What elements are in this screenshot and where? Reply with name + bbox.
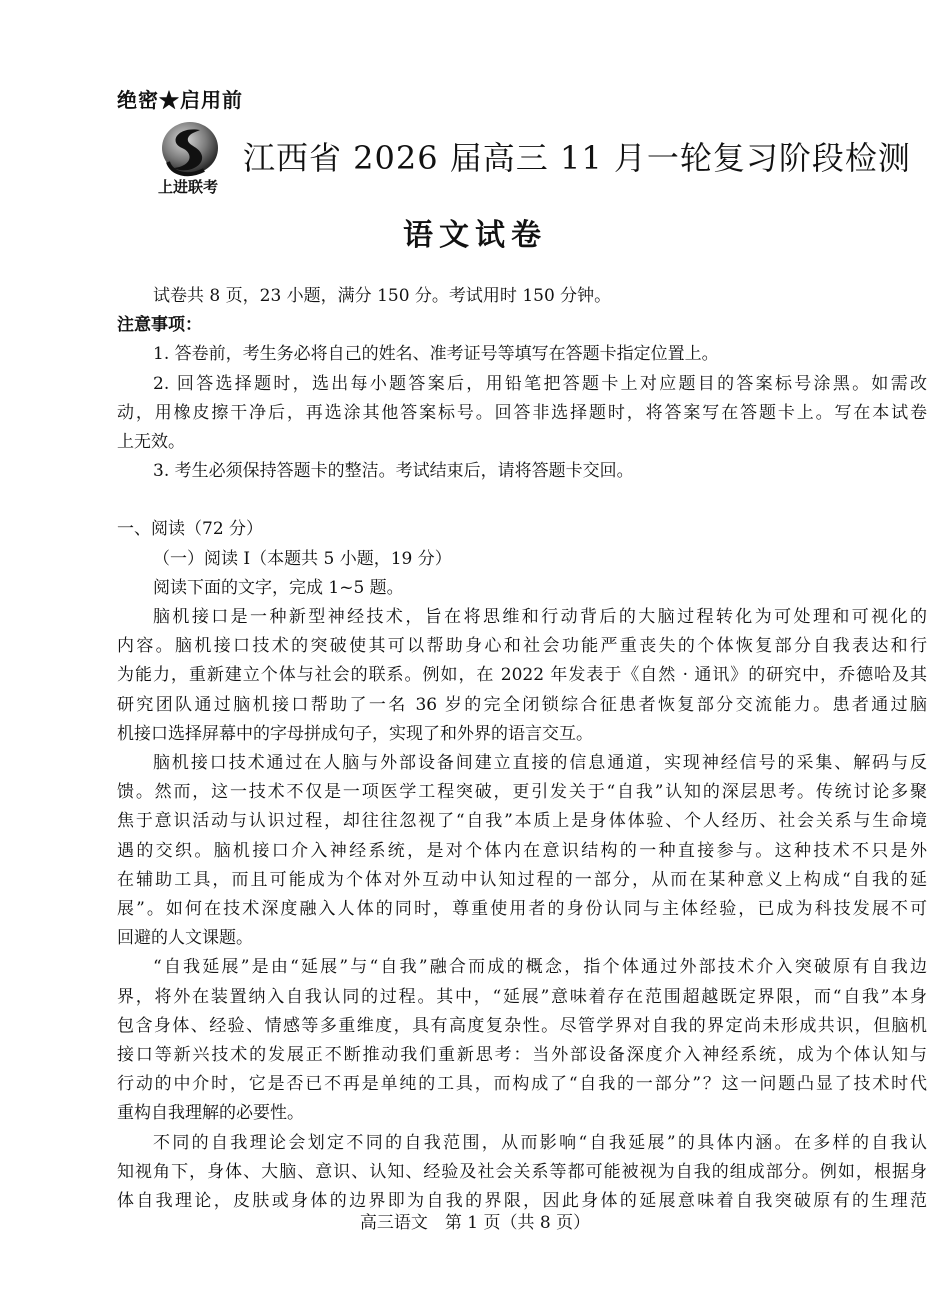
exam-body [117,282,927,1216]
passage-line: 为能力，重新建立个体与社会的联系。例如，在 2022 年发表于《自然 · 通讯》的研究中，乔德哈及其 [117,665,927,686]
passage-line: 知视角下，身体、大脑、意识、认知、经验及社会关系等都可能被视为自我的组成部分。例如，根据身 [117,1161,927,1182]
note-line: 1. 答卷前，考生务必将自己的姓名、准考证号等填写在答题卡指定位置上。 [153,344,719,365]
exam-subtitle: 语文试卷 [403,218,547,253]
passage-line: 研究团队通过脑机接口帮助了一名 36 岁的完全闭锁综合征患者恢复部分交流能力。患者通过脑 [117,694,927,715]
passage-line: 焦于意识活动与认识过程，却往往忽视了“自我”本质上是身体体验、个人经历、社会关系与生命境 [117,811,927,832]
note-1 [117,340,927,369]
passage-paragraph-4 [117,1129,927,1217]
passage-line: 行动的中介时，它是否已不再是单纯的工具，而构成了“自我的一部分”？这一问题凸显了技术时代 [117,1074,927,1095]
note-line: 2. 回答选择题时，选出每小题答案后，用铅笔把答题卡上对应题目的答案标号涂黑。如需改 [153,373,927,394]
passage-line: 接口等新兴技术的发展正不断推动我们重新思考：当外部设备深度介入神经系统，成为个体认知与 [117,1045,927,1066]
passage-line: 回避的人文课题。 [117,928,253,949]
note-line: 3. 考生必须保持答题卡的整洁。考试结束后，请将答题卡交回。 [153,461,634,482]
note-line: 上无效。 [117,432,185,453]
passage-line: 体自我理论，皮肤或身体的边界即为自我的界限，因此身体的延展意味着自我突破原有的生理范 [117,1191,927,1212]
passage-line: 界，将外在装置纳入自我认同的过程。其中，“延展”意味着存在范围超越既定界限，而“自我”本身 [117,986,927,1007]
passage-line: 内容。脑机接口技术的突破使其可以帮助身心和社会功能严重丧失的个体恢复部分自我表达和行 [117,636,927,657]
exam-intro: 试卷共 8 页，23 小题，满分 150 分。考试用时 150 分钟。 [153,286,612,306]
passage-line: 在辅助工具，而且可能成为个体对外互动中认知过程的一部分，从而在某种意义上构成“自我的延 [117,869,927,890]
notes-title: 注意事项： [117,315,202,336]
page-footer: 高三语文 第 1 页（共 8 页） [359,1213,591,1233]
passage-line: 机接口选择屏幕中的字母拼成句子，实现了和外界的语言交互。 [117,723,593,744]
passage-line: 脑机接口技术通过在人脑与外部设备间建立直接的信息通道，实现神经信号的采集、解码与反 [153,753,927,774]
logo-text: 上进联考 [157,178,218,196]
passage-line: 展”。如何在技术深度融入人体的同时，尊重使用者的身份认同与主体经验，已成为科技发展不可 [117,899,927,920]
confidential-label: 绝密★启用前 [117,88,243,112]
passage-line: 重构自我理解的必要性。 [117,1103,304,1124]
passage-paragraph-2 [117,749,927,953]
section-title: 一、阅读（72 分） [117,519,264,540]
passage-line: 不同的自我理论会划定不同的自我范围，从而影响“自我延展”的具体内涵。在多样的自我认 [153,1132,927,1153]
note-2 [117,370,927,458]
passage-line: 馈。然而，这一技术不仅是一项医学工程突破，更引发关于“自我”认知的深层思考。传统讨论多聚 [117,782,927,803]
passage-paragraph-1 [117,603,927,749]
note-line: 动，用橡皮擦干净后，再选涂其他答案标号。回答非选择题时，将答案写在答题卡上。写在本试卷 [117,402,927,423]
passage-line: 包含身体、经验、情感等多重维度，具有高度复杂性。尽管学界对自我的界定尚未形成共识，但脑机 [117,1015,927,1036]
note-3 [117,457,927,486]
passage-paragraph-3 [117,953,927,1128]
reading-instruction: 阅读下面的文字，完成 1~5 题。 [153,577,404,598]
section-subtitle: （一）阅读 Ⅰ（本题共 5 小题，19 分） [153,548,452,569]
passage-line: “自我延展”是由“延展”与“自我”融合而成的概念，指个体通过外部技术介入突破原有自我边 [153,957,927,978]
passage-line: 脑机接口是一种新型神经技术，旨在将思维和行动背后的大脑过程转化为可处理和可视化的 [153,607,927,628]
passage-line: 遇的交织。脑机接口介入神经系统，是对个体内在意识结构的一种直接参与。这种技术不只是外 [117,840,927,861]
exam-title: 江西省 2026 届高三 11 月一轮复习阶段检测 [243,139,911,177]
